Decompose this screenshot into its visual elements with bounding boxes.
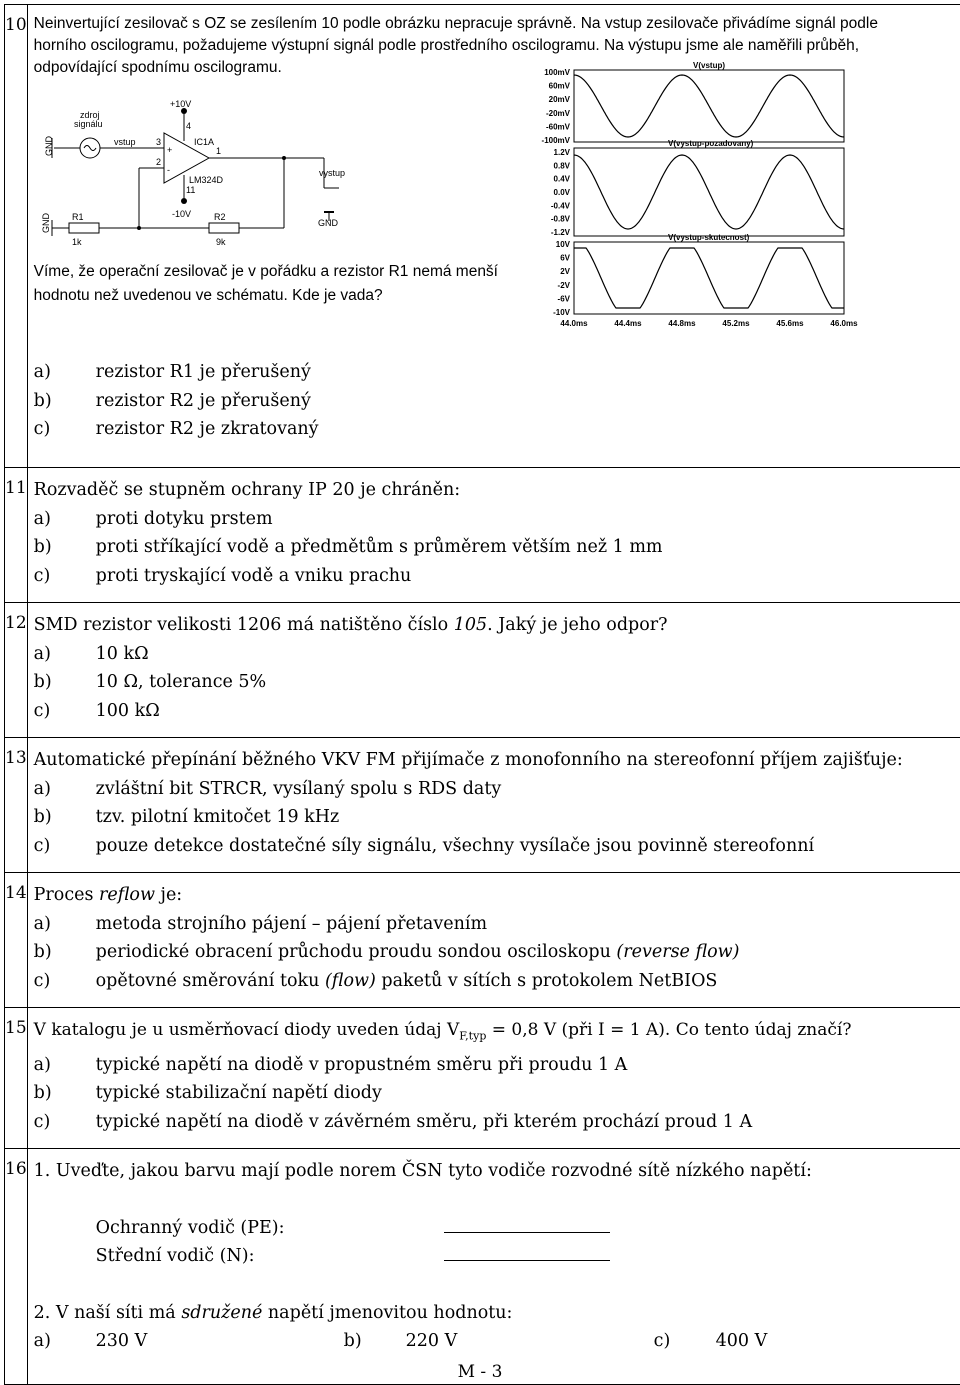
r2-value: 9k	[216, 237, 226, 247]
plus-sign: +	[167, 145, 172, 155]
option-c[interactable]: c) pouze detekce dostatečné síly signálu, všechny vysílače jsou povinně stereofonní	[34, 832, 960, 861]
option-c[interactable]: c) 400 V	[654, 1327, 960, 1356]
pin-3: 3	[156, 137, 161, 147]
r1-value: 1k	[72, 237, 82, 247]
osc-x-tick: 45.6ms	[776, 319, 804, 328]
oscillograms	[528, 60, 858, 330]
question-text: Neinvertující zesilovač s OZ se zesílením 10 podle obrázku nepracuje správně. Na vstup zesilovače přivádíme signál podle horního oscilogramu, požadujeme výstupní signál podle prostředního oscilogramu. Na výstupu jsme ale naměřili průběh, odpovídající spodnímu oscilogramu.	[34, 13, 904, 79]
pin-2: 2	[156, 157, 161, 167]
option-b[interactable]: b) proti stříkající vodě a předmětům s průměrem větším než 1 mm	[34, 533, 960, 562]
osc-mid-tick: -0.4V	[551, 201, 571, 210]
question-text: Automatické přepínání běžného VKV FM přijímače z monofonního na stereofonní příjem zajišťuje:	[34, 746, 960, 775]
question-14	[5, 873, 960, 1008]
minus-sign: -	[167, 165, 170, 175]
osc-top-tick: 20mV	[548, 95, 570, 104]
question-number: 10	[5, 5, 28, 468]
gnd-right: GND	[318, 218, 339, 228]
osc-top-tick: 60mV	[548, 82, 570, 91]
osc-mid-tick: -0.8V	[551, 215, 571, 224]
question-note: Víme, že operační zesilovač je v pořádku a rezistor R1 nemá menší hodnotu než uvedenou ve schématu. Kde je vada?	[34, 260, 514, 308]
vystup-label: vystup	[319, 168, 345, 178]
osc-bot-title: V(vystup-skutecnost)	[668, 233, 750, 242]
option-b[interactable]: b) 220 V	[344, 1327, 654, 1356]
osc-mid-tick: 0.4V	[553, 175, 570, 184]
question-number: 14	[5, 873, 28, 1008]
osc-x-tick: 44.0ms	[560, 319, 588, 328]
osc-top-tick: 100mV	[544, 68, 570, 77]
source-label-2: signálu	[74, 119, 103, 129]
pe-answer-line[interactable]	[444, 1214, 610, 1233]
part-label: LM324D	[189, 175, 224, 185]
n-answer-line[interactable]	[444, 1242, 610, 1261]
question-number: 12	[5, 603, 28, 738]
question-number: 16	[5, 1149, 28, 1385]
osc-mid-tick: -1.2V	[551, 228, 571, 237]
question-table	[4, 4, 960, 1385]
pin-11: 11	[186, 185, 195, 195]
option-a[interactable]: a) typické napětí na diodě v propustném směru při proudu 1 A	[34, 1051, 960, 1080]
question-16	[5, 1149, 960, 1385]
osc-x-tick: 45.2ms	[722, 319, 750, 328]
osc-mid-tick: 0.0V	[553, 188, 570, 197]
osc-mid-tick: 1.2V	[553, 148, 570, 157]
question-text: Rozvaděč se stupněm ochrany IP 20 je chráněn:	[34, 476, 960, 505]
wave-mid	[574, 155, 844, 229]
option-a[interactable]: a) 10 kΩ	[34, 640, 960, 669]
question-text: V katalogu je u usměrňovací diody uveden údaj $V_{F,typ} = 0,8$ V (při I = 1 A). Co tento údaj značí?	[34, 1016, 960, 1051]
osc-top-title: V(vstup)	[693, 61, 725, 70]
option-c[interactable]: c) opětovné směrování toku (flow) paketů v sítích s protokolem NetBIOS	[34, 967, 960, 996]
osc-x-tick: 46.0ms	[830, 319, 858, 328]
option-c[interactable]: c) typické napětí na diodě v závěrném směru, při kterém prochází proud 1 A	[34, 1108, 960, 1137]
question-text: 1. Uveďte, jakou barvu mají podle norem ČSN tyto vodiče rozvodné sítě nízkého napětí:	[34, 1157, 960, 1186]
osc-bot-tick: 6V	[560, 254, 570, 263]
option-b[interactable]: b) rezistor R2 je přerušený	[34, 387, 904, 416]
osc-x-tick: 44.4ms	[614, 319, 642, 328]
osc-bot-tick: 10V	[555, 240, 570, 249]
option-b[interactable]: b) periodické obracení průchodu proudu sondou osciloskopu (reverse flow)	[34, 938, 960, 967]
question-number: 11	[5, 468, 28, 603]
option-a[interactable]: a) zvláštní bit STRCR, vysílaný spolu s RDS daty	[34, 775, 960, 804]
osc-bot-tick: -2V	[557, 281, 570, 290]
vplus-label: +10V	[170, 99, 191, 109]
question-10	[5, 5, 960, 468]
question-11	[5, 468, 960, 603]
pin-1: 1	[216, 146, 221, 156]
option-c[interactable]: c) rezistor R2 je zkratovaný	[34, 415, 904, 444]
question-text: SMD rezistor velikosti 1206 má natištěno číslo 105. Jaký je jeho odpor?	[34, 611, 960, 640]
option-a[interactable]: a) proti dotyku prstem	[34, 505, 960, 534]
question-13	[5, 738, 960, 873]
osc-x-tick: 44.8ms	[668, 319, 696, 328]
page-footer: M - 3	[0, 1362, 960, 1382]
osc-bot-tick: -10V	[553, 308, 571, 317]
gnd-left-top: GND	[44, 136, 54, 157]
osc-top-tick: -20mV	[546, 109, 571, 118]
osc-top-tick: -100mV	[541, 136, 570, 145]
option-c[interactable]: c) 100 kΩ	[34, 697, 960, 726]
option-b[interactable]: b) typické stabilizační napětí diody	[34, 1079, 960, 1108]
option-a[interactable]: a) metoda strojního pájení – pájení přetavením	[34, 910, 960, 939]
question-number: 15	[5, 1008, 28, 1149]
gnd-left-bottom: GND	[41, 213, 51, 234]
osc-bot-tick: 2V	[560, 267, 570, 276]
option-a[interactable]: a) 230 V	[34, 1327, 344, 1356]
pin-4: 4	[186, 121, 191, 131]
question-number: 13	[5, 738, 28, 873]
options	[34, 1327, 960, 1356]
r2-label: R2	[214, 212, 226, 222]
question-text-2: 2. V naší síti má sdružené napětí jmenovitou hodnotu:	[34, 1299, 960, 1328]
options	[34, 358, 904, 444]
r1-label: R1	[72, 212, 84, 222]
option-c[interactable]: c) proti tryskající vodě a vniku prachu	[34, 562, 960, 591]
ic-label: IC1A	[194, 137, 214, 147]
wave-bot	[574, 248, 844, 308]
option-b[interactable]: b) tzv. pilotní kmitočet 19 kHz	[34, 803, 960, 832]
pe-row: Ochranný vodič (PE):	[34, 1214, 960, 1243]
vstup-label: vstup	[114, 137, 136, 147]
osc-mid-title: V(vystup-pozadovany)	[668, 139, 754, 148]
vminus-label: -10V	[172, 209, 191, 219]
option-a[interactable]: a) rezistor R1 je přerušený	[34, 358, 904, 387]
wave-top	[574, 75, 844, 137]
question-15	[5, 1008, 960, 1149]
osc-bot-tick: -6V	[557, 294, 570, 303]
question-12	[5, 603, 960, 738]
osc-mid-tick: 0.8V	[553, 161, 570, 170]
option-b[interactable]: b) 10 Ω, tolerance 5%	[34, 668, 960, 697]
amplifier-schematic	[34, 93, 374, 253]
osc-top-tick: -60mV	[546, 122, 571, 131]
question-text: Proces reflow je:	[34, 881, 960, 910]
source-label: zdroj	[80, 110, 100, 120]
n-row: Střední vodič (N):	[34, 1242, 960, 1271]
